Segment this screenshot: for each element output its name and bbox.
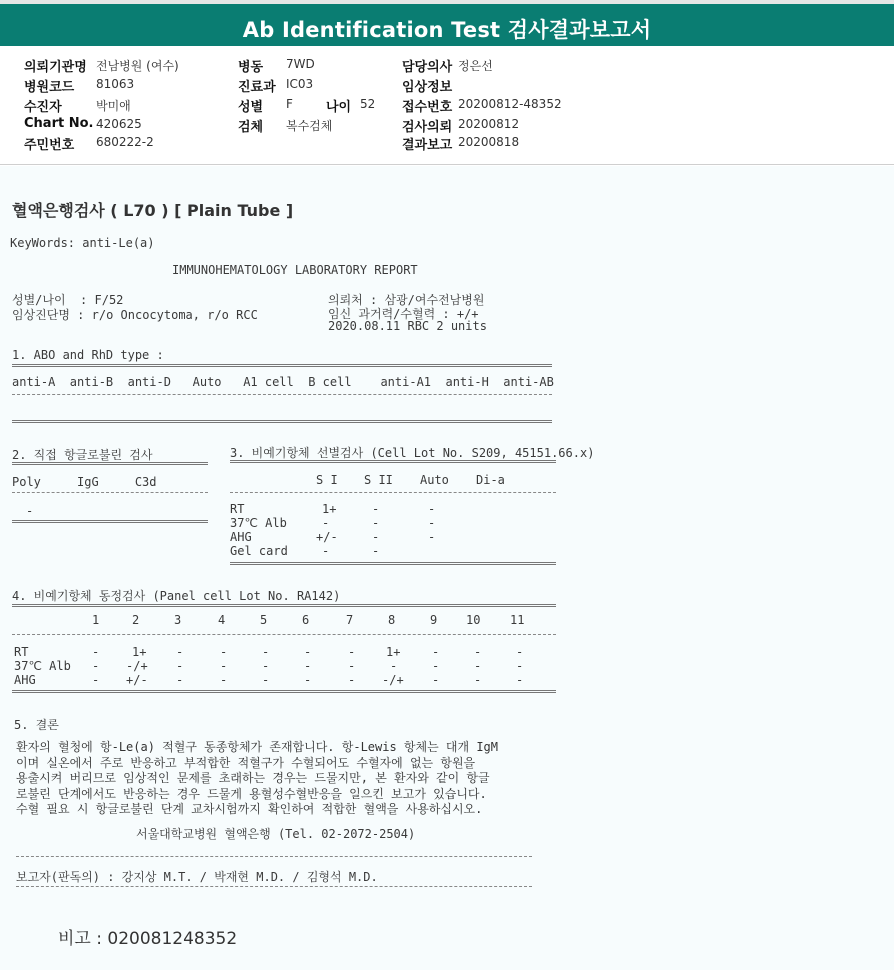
panel-row-name: 37℃ Alb	[14, 659, 71, 673]
panel-cell: -	[176, 659, 184, 673]
report-header	[0, 0, 894, 46]
panel-cell: -	[474, 673, 482, 687]
panel-cell: -/+	[382, 673, 404, 687]
screen-heading: 3. 비예기항체 선별검사 (Cell Lot No. S209, 45151.66.x)	[230, 446, 595, 460]
requester: 의뢰처 : 삼광/여수전남병원	[328, 293, 485, 307]
accession-value: 20200812-48352	[458, 97, 562, 111]
transfusion-history: 임신 과거력/수혈력 : +/+	[328, 307, 479, 321]
panel-cell: -	[516, 645, 524, 659]
hospital-code-label: 병원코드	[24, 80, 75, 95]
panel-cell: -	[516, 659, 524, 673]
panel-cell: -/+	[126, 659, 148, 673]
divider	[12, 492, 208, 493]
chart-no-label: Chart No.	[24, 116, 94, 131]
divider	[12, 604, 556, 607]
screen-cell: -	[428, 516, 436, 530]
panel-cell: -	[262, 673, 270, 687]
panel-col: 10	[466, 613, 481, 627]
ward-label: 병동	[238, 60, 264, 75]
divider	[230, 492, 556, 493]
panel-cell: +/-	[126, 673, 148, 687]
panel-row-name: RT	[14, 645, 29, 659]
blood-bank-contact: 서울대학교병원 혈액은행 (Tel. 02-2072-2504)	[136, 827, 416, 841]
panel-cell: -	[432, 659, 440, 673]
institution-label: 의뢰기관명	[24, 60, 87, 75]
divider	[12, 520, 208, 523]
screen-row-name: RT	[230, 502, 245, 516]
panel-cell: -	[176, 673, 184, 687]
panel-cell: -	[220, 645, 228, 659]
panel-cell: -	[474, 645, 482, 659]
panel-cell: -	[348, 645, 356, 659]
dat-heading: 2. 직접 항글로불린 검사	[12, 448, 153, 462]
conclusion-line: 이며 실온에서 주로 반응하고 부적합한 적혈구가 수혈되어도 수혈자에 없는 항원을	[16, 755, 476, 770]
panel-col: 4	[218, 613, 226, 627]
panel-heading: 4. 비예기항체 동정검사 (Panel cell Lot No. RA142)	[12, 589, 341, 603]
panel-cell: -	[474, 659, 482, 673]
panel-cell: -	[432, 645, 440, 659]
abo-heading: 1. ABO and RhD type :	[12, 348, 164, 362]
screen-row-name: Gel card	[230, 544, 288, 558]
panel-col: 9	[430, 613, 438, 627]
dept-label: 진료과	[238, 80, 276, 95]
panel-cell: -	[348, 673, 356, 687]
screen-col-si: S I	[316, 473, 338, 487]
panel-cell: -	[304, 659, 312, 673]
hospital-code-value: 81063	[96, 77, 135, 91]
doctor-label: 담당의사	[402, 60, 453, 75]
request-value: 20200812	[458, 117, 520, 131]
specimen-value: 복수검체	[286, 119, 333, 133]
dat-result: -	[26, 504, 34, 518]
reporters: 보고자(판독의) : 강지상 M.T. / 박재현 M.D. / 김형석 M.D.	[16, 870, 378, 884]
remarks-note: 비고 : 020081248352	[58, 929, 238, 949]
screen-cell: -	[428, 530, 436, 544]
panel-cell: -	[92, 673, 100, 687]
sex-value: F	[286, 97, 293, 111]
sex-label: 성별	[238, 100, 264, 115]
divider	[16, 856, 532, 857]
divider	[12, 364, 552, 367]
screen-cell: -	[322, 544, 330, 558]
patient-value: 박미애	[96, 99, 131, 113]
diagnosis: 임상진단명 : r/o Oncocytoma, r/o RCC	[12, 308, 258, 322]
screen-row-name: 37℃ Alb	[230, 516, 287, 530]
screen-col-dia: Di-a	[476, 473, 505, 487]
lab-title: IMMUNOHEMATOLOGY LABORATORY REPORT	[172, 263, 418, 277]
conclusion-line: 로불린 단계에서도 반응하는 경우 드물게 용혈성수혈반응을 일으킨 보고가 있습니다.	[16, 786, 487, 801]
panel-cell: -	[92, 645, 100, 659]
resident-no-label: 주민번호	[24, 138, 75, 153]
panel-cell: -	[262, 659, 270, 673]
conclusion-line: 환자의 혈청에 항-Le(a) 적혈구 동종항체가 존재합니다. 항-Lewis 항체는 대개 IgM	[16, 740, 499, 754]
panel-cell: -	[92, 659, 100, 673]
divider	[12, 462, 208, 465]
panel-cell: -	[262, 645, 270, 659]
panel-col: 1	[92, 613, 100, 627]
dept-value: IC03	[286, 77, 314, 91]
screen-row-name: AHG	[230, 530, 252, 544]
screen-col-auto: Auto	[420, 473, 449, 487]
sex-age: 성별/나이 : F/52	[12, 293, 124, 307]
screen-cell: -	[372, 544, 380, 558]
panel-col: 2	[132, 613, 140, 627]
screen-cell: -	[372, 516, 380, 530]
panel-cell: 1+	[132, 645, 147, 659]
report-date-label: 결과보고	[402, 138, 453, 153]
clinical-info-label: 임상정보	[402, 80, 453, 95]
panel-cell: -	[348, 659, 356, 673]
panel-col: 8	[388, 613, 396, 627]
divider	[12, 394, 552, 395]
section-title: 혈액은행검사 ( L70 ) [ Plain Tube ]	[12, 201, 294, 220]
conclusion-heading: 5. 결론	[14, 718, 59, 732]
panel-row-name: AHG	[14, 673, 36, 687]
accession-label: 접수번호	[402, 100, 453, 115]
divider	[12, 420, 552, 423]
screen-cell: -	[322, 516, 330, 530]
report-title: Ab Identification Test 검사결과보고서	[242, 18, 652, 42]
request-label: 검사의뢰	[402, 120, 453, 135]
panel-cell: -	[432, 673, 440, 687]
divider	[12, 634, 556, 635]
transfusion-history-detail: 2020.08.11 RBC 2 units	[328, 319, 487, 333]
panel-col: 6	[302, 613, 310, 627]
ward-value: 7WD	[286, 57, 315, 71]
panel-col: 7	[346, 613, 354, 627]
abo-columns: anti-A anti-B anti-D Auto A1 cell B cell anti-A1 anti-H anti-AB	[12, 375, 554, 389]
lab-report-body	[0, 166, 894, 970]
divider	[12, 690, 556, 693]
conclusion-line: 용출시켜 버리므로 임상적인 문제를 초래하는 경우는 드물지만, 본 환자와 같이 항글	[16, 771, 490, 785]
screen-col-sii: S II	[364, 473, 393, 487]
institution-value: 전남병원 (여수)	[96, 59, 179, 73]
panel-cell: -	[390, 659, 398, 673]
conclusion-line: 수혈 필요 시 항글로불린 단계 교차시험까지 확인하여 적합한 혈액을 사용하십시오.	[16, 802, 483, 816]
patient-info-panel	[0, 46, 894, 165]
panel-cell: -	[516, 673, 524, 687]
conclusion-text	[16, 740, 586, 818]
panel-cell: -	[304, 673, 312, 687]
divider	[16, 886, 532, 887]
age-label: 나이	[326, 100, 352, 115]
divider	[230, 460, 556, 463]
chart-no-value: 420625	[96, 117, 142, 131]
screen-cell: 1+	[322, 502, 337, 516]
screen-cell: -	[428, 502, 436, 516]
screen-cell: -	[372, 530, 380, 544]
panel-col: 11	[510, 613, 525, 627]
panel-col: 3	[174, 613, 182, 627]
resident-no-value: 680222-2	[96, 135, 154, 149]
screen-cell: +/-	[316, 530, 338, 544]
dat-columns: Poly IgG C3d	[12, 475, 157, 489]
panel-cell: -	[220, 673, 228, 687]
divider	[230, 562, 556, 565]
panel-cell: -	[220, 659, 228, 673]
panel-cell: 1+	[386, 645, 401, 659]
panel-col: 5	[260, 613, 268, 627]
report-date-value: 20200818	[458, 135, 520, 149]
screen-cell: -	[372, 502, 380, 516]
panel-cell: -	[176, 645, 184, 659]
doctor-value: 정은선	[458, 59, 493, 73]
specimen-label: 검체	[238, 120, 264, 135]
keywords: KeyWords: anti-Le(a)	[10, 236, 155, 250]
panel-cell: -	[304, 645, 312, 659]
age-value: 52	[360, 97, 376, 111]
patient-label: 수진자	[24, 100, 62, 115]
